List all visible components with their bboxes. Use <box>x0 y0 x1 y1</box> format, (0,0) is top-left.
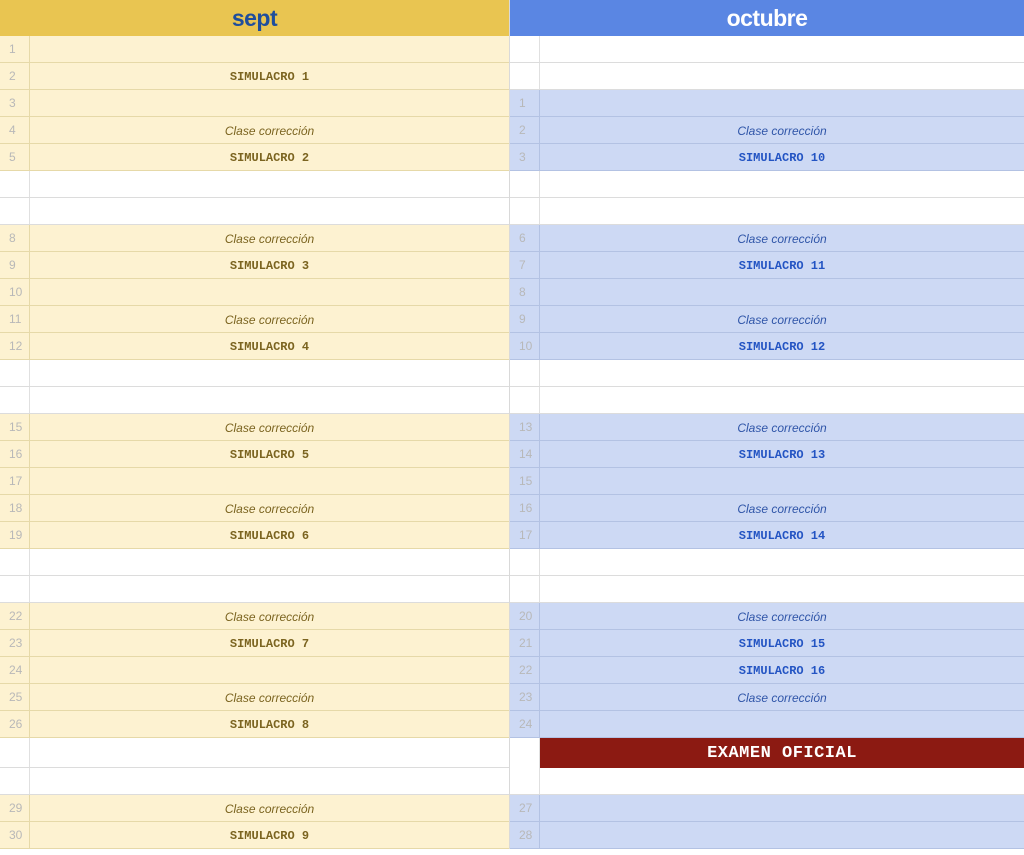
clase-correccion-cell[interactable]: Clase corrección <box>737 691 827 705</box>
row-number: 23 <box>510 684 540 710</box>
row-number <box>510 63 540 89</box>
simulacro-cell[interactable]: SIMULACRO 7 <box>229 637 310 651</box>
table-row <box>0 441 509 468</box>
row-number: 17 <box>510 522 540 548</box>
clase-correccion-cell[interactable]: Clase corrección <box>737 421 827 435</box>
row-number <box>510 738 540 768</box>
table-row <box>0 279 509 306</box>
table-row <box>0 795 509 822</box>
row-number: 22 <box>0 603 30 629</box>
row-number <box>510 387 540 413</box>
row-number: 9 <box>0 252 30 278</box>
row-number: 12 <box>0 333 30 359</box>
row-number: 17 <box>0 468 30 494</box>
row-number: 9 <box>510 306 540 332</box>
clase-correccion-cell[interactable]: Clase corrección <box>224 313 315 327</box>
empty-cell[interactable] <box>30 657 509 683</box>
row-number: 22 <box>510 657 540 683</box>
table-row <box>0 360 509 387</box>
simulacro-cell[interactable]: SIMULACRO 4 <box>229 340 310 354</box>
empty-cell[interactable] <box>30 279 509 305</box>
table-row <box>0 306 509 333</box>
table-row <box>510 603 1024 630</box>
table-row <box>510 684 1024 711</box>
clase-correccion-cell[interactable]: Clase corrección <box>737 124 827 138</box>
row-number: 18 <box>0 495 30 521</box>
row-number: 26 <box>0 711 30 737</box>
row-number <box>0 387 30 413</box>
table-row <box>0 198 509 225</box>
table-row <box>510 279 1024 306</box>
row-number: 28 <box>510 822 540 848</box>
simulacro-cell[interactable]: SIMULACRO 16 <box>738 664 826 678</box>
table-row <box>510 630 1024 657</box>
table-row <box>0 414 509 441</box>
row-number: 10 <box>510 333 540 359</box>
row-number <box>0 576 30 602</box>
row-number <box>510 36 540 62</box>
table-row <box>0 549 509 576</box>
row-number: 15 <box>0 414 30 440</box>
empty-cell[interactable] <box>30 171 509 197</box>
table-row <box>0 387 509 414</box>
row-number: 21 <box>510 630 540 656</box>
empty-cell[interactable] <box>540 90 1024 116</box>
empty-cell[interactable] <box>30 576 509 602</box>
row-number: 23 <box>0 630 30 656</box>
empty-cell[interactable] <box>30 768 509 794</box>
table-row <box>510 414 1024 441</box>
row-number <box>0 171 30 197</box>
empty-cell[interactable] <box>30 549 509 575</box>
empty-cell[interactable] <box>540 549 1024 575</box>
simulacro-cell[interactable]: SIMULACRO 6 <box>229 529 310 543</box>
table-row <box>510 441 1024 468</box>
simulacro-cell[interactable]: SIMULACRO 13 <box>738 448 826 462</box>
empty-cell[interactable] <box>540 360 1024 386</box>
row-number: 16 <box>0 441 30 467</box>
empty-cell[interactable] <box>540 795 1024 821</box>
table-row <box>0 657 509 684</box>
row-number <box>510 198 540 224</box>
row-number: 10 <box>0 279 30 305</box>
empty-cell[interactable] <box>30 387 509 413</box>
table-row <box>0 576 509 603</box>
table-row <box>510 795 1024 822</box>
row-number: 1 <box>0 36 30 62</box>
table-row <box>0 630 509 657</box>
column-octubre <box>510 0 1024 849</box>
empty-cell[interactable] <box>540 387 1024 413</box>
row-number <box>0 768 30 794</box>
clase-correccion-cell[interactable]: Clase corrección <box>224 232 315 246</box>
simulacro-cell[interactable]: SIMULACRO 1 <box>229 70 310 84</box>
table-row <box>510 657 1024 684</box>
table-row <box>0 117 509 144</box>
clase-correccion-cell[interactable]: Clase corrección <box>737 313 827 327</box>
table-row <box>510 711 1024 738</box>
table-row <box>0 711 509 738</box>
table-row <box>510 171 1024 198</box>
simulacro-cell[interactable]: SIMULACRO 14 <box>738 529 826 543</box>
row-number: 2 <box>510 117 540 143</box>
row-number <box>510 549 540 575</box>
clase-correccion-cell[interactable]: Clase corrección <box>224 610 315 624</box>
empty-cell[interactable] <box>30 198 509 224</box>
row-number <box>0 738 30 767</box>
clase-correccion-cell[interactable]: Clase corrección <box>224 502 315 516</box>
table-row <box>0 768 509 795</box>
table-row <box>510 306 1024 333</box>
empty-cell[interactable] <box>30 468 509 494</box>
row-number: 3 <box>0 90 30 116</box>
table-row <box>510 63 1024 90</box>
empty-cell[interactable] <box>540 576 1024 602</box>
empty-cell[interactable] <box>540 279 1024 305</box>
simulacro-cell[interactable]: SIMULACRO 10 <box>738 151 826 165</box>
row-number <box>0 198 30 224</box>
table-row <box>0 522 509 549</box>
empty-cell[interactable] <box>540 63 1024 89</box>
table-row <box>510 549 1024 576</box>
empty-cell[interactable] <box>540 198 1024 224</box>
clase-correccion-cell[interactable]: Clase corrección <box>737 610 827 624</box>
clase-correccion-cell[interactable]: Clase corrección <box>737 232 827 246</box>
row-number: 25 <box>0 684 30 710</box>
empty-cell[interactable] <box>30 90 509 116</box>
table-row <box>510 144 1024 171</box>
simulacro-cell[interactable]: SIMULACRO 8 <box>229 718 310 732</box>
table-row <box>0 738 509 768</box>
row-number: 13 <box>510 414 540 440</box>
column-header-octubre[interactable]: octubre <box>510 0 1024 36</box>
table-row <box>0 495 509 522</box>
row-number: 29 <box>0 795 30 821</box>
table-row <box>510 333 1024 360</box>
row-number: 24 <box>510 711 540 737</box>
row-number: 20 <box>510 603 540 629</box>
row-number: 6 <box>510 225 540 251</box>
row-number <box>510 768 540 794</box>
table-row <box>0 36 509 63</box>
table-row <box>510 360 1024 387</box>
row-number: 27 <box>510 795 540 821</box>
row-number: 30 <box>0 822 30 848</box>
empty-cell[interactable] <box>540 468 1024 494</box>
column-header-sept[interactable]: sept <box>0 0 509 36</box>
empty-cell[interactable] <box>540 171 1024 197</box>
row-number: 24 <box>0 657 30 683</box>
empty-cell[interactable] <box>30 36 509 62</box>
simulacro-cell[interactable]: SIMULACRO 9 <box>229 829 310 843</box>
table-row <box>510 738 1024 768</box>
row-number <box>510 360 540 386</box>
clase-correccion-cell[interactable]: Clase corrección <box>224 802 315 816</box>
row-number <box>510 171 540 197</box>
empty-cell[interactable] <box>540 36 1024 62</box>
table-row <box>510 225 1024 252</box>
clase-correccion-cell[interactable]: Clase corrección <box>224 124 315 138</box>
simulacro-cell[interactable]: SIMULACRO 15 <box>738 637 826 651</box>
clase-correccion-cell[interactable]: Clase corrección <box>224 691 315 705</box>
table-row <box>510 198 1024 225</box>
row-number: 14 <box>510 441 540 467</box>
row-number: 3 <box>510 144 540 170</box>
simulacro-cell[interactable]: SIMULACRO 5 <box>229 448 310 462</box>
row-number: 1 <box>510 90 540 116</box>
table-row <box>0 144 509 171</box>
clase-correccion-cell[interactable]: Clase corrección <box>224 421 315 435</box>
row-number: 19 <box>0 522 30 548</box>
table-row <box>0 225 509 252</box>
rows-octubre <box>510 36 1024 849</box>
table-row <box>510 522 1024 549</box>
empty-cell[interactable] <box>30 360 509 386</box>
row-number: 2 <box>0 63 30 89</box>
row-number: 8 <box>510 279 540 305</box>
simulacro-cell[interactable]: SIMULACRO 12 <box>738 340 826 354</box>
table-row <box>0 684 509 711</box>
row-number: 16 <box>510 495 540 521</box>
table-row <box>0 171 509 198</box>
table-row <box>0 603 509 630</box>
rows-sept <box>0 36 509 849</box>
simulacro-cell[interactable]: SIMULACRO 2 <box>229 151 310 165</box>
table-row <box>510 576 1024 603</box>
clase-correccion-cell[interactable]: Clase corrección <box>737 502 827 516</box>
row-number <box>0 360 30 386</box>
table-row <box>0 333 509 360</box>
empty-cell[interactable] <box>30 738 509 767</box>
row-number <box>510 576 540 602</box>
examen-oficial-cell[interactable]: EXAMEN OFICIAL <box>540 738 1024 768</box>
row-number: 15 <box>510 468 540 494</box>
table-row <box>0 822 509 849</box>
row-number: 7 <box>510 252 540 278</box>
table-row <box>0 63 509 90</box>
table-row <box>0 252 509 279</box>
simulacro-cell[interactable]: SIMULACRO 11 <box>738 259 826 273</box>
table-row <box>510 252 1024 279</box>
row-number: 8 <box>0 225 30 251</box>
empty-cell[interactable] <box>540 768 1024 794</box>
table-row <box>510 117 1024 144</box>
table-row <box>510 36 1024 63</box>
table-row <box>0 468 509 495</box>
table-row <box>510 90 1024 117</box>
table-row <box>510 387 1024 414</box>
empty-cell[interactable] <box>540 822 1024 848</box>
table-row <box>510 768 1024 795</box>
row-number: 5 <box>0 144 30 170</box>
table-row <box>510 468 1024 495</box>
empty-cell[interactable] <box>540 711 1024 737</box>
row-number: 11 <box>0 306 30 332</box>
simulacro-cell[interactable]: SIMULACRO 3 <box>229 259 310 273</box>
column-sept <box>0 0 510 849</box>
table-row <box>510 822 1024 849</box>
row-number: 4 <box>0 117 30 143</box>
table-row <box>0 90 509 117</box>
row-number <box>0 549 30 575</box>
table-row <box>510 495 1024 522</box>
